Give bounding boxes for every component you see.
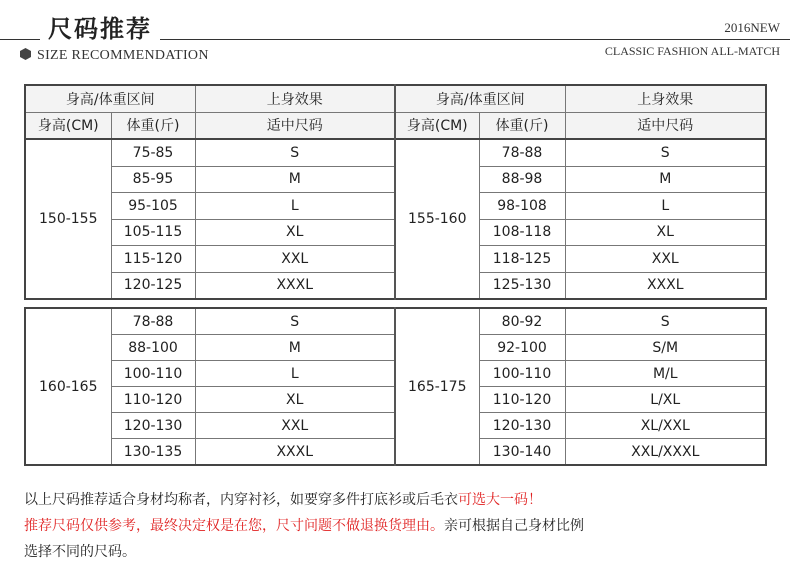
header-weight: 体重(斤): [111, 112, 195, 139]
note-highlight: 推荐尺码仅供参考，最终决定权是在您，尺寸问题不做退换货理由。: [24, 518, 444, 534]
size-cell: XXL: [195, 413, 395, 439]
table-row: [25, 139, 766, 166]
table-row: [25, 308, 766, 335]
size-cell: S: [195, 308, 395, 335]
weight-cell: 100-110: [479, 361, 565, 387]
size-cell: XXL: [565, 246, 766, 273]
size-cell: XXXL: [565, 272, 766, 299]
note-text: 亲可根据自己身材比例: [444, 518, 584, 534]
weight-cell: 98-108: [479, 193, 565, 220]
size-cell: M: [195, 335, 395, 361]
size-cell: XL: [565, 219, 766, 246]
weight-cell: 78-88: [479, 139, 565, 166]
weight-cell: 130-135: [111, 439, 195, 466]
size-cell: M/L: [565, 361, 766, 387]
height-range-cell: 160-165: [25, 308, 111, 465]
size-cell: L: [195, 193, 395, 220]
size-cell: L/XL: [565, 387, 766, 413]
size-cell: XL: [195, 387, 395, 413]
header-effect: 上身效果: [195, 85, 395, 112]
year-label: 2016NEW: [724, 20, 780, 35]
note-text: 以上尺码推荐适合身材均称者，内穿衬衫，如要穿多件打底衫或后毛衣: [24, 492, 458, 508]
weight-cell: 110-120: [479, 387, 565, 413]
weight-cell: 95-105: [111, 193, 195, 220]
subtitle: [20, 47, 209, 66]
weight-cell: 120-130: [479, 413, 565, 439]
weight-cell: 80-92: [479, 308, 565, 335]
note-line-1: [24, 487, 764, 513]
header-size: 适中尺码: [195, 112, 395, 139]
weight-cell: 108-118: [479, 219, 565, 246]
weight-cell: 110-120: [111, 387, 195, 413]
height-range-cell: 165-175: [395, 308, 479, 465]
weight-cell: 92-100: [479, 335, 565, 361]
weight-cell: 118-125: [479, 246, 565, 273]
tagline: CLASSIC FASHION ALL-MATCH: [604, 44, 780, 58]
weight-cell: 130-140: [479, 439, 565, 466]
header-effect: 上身效果: [565, 85, 766, 112]
height-range-cell: 150-155: [25, 139, 111, 299]
note-line-3: [24, 539, 764, 565]
weight-cell: 88-98: [479, 166, 565, 193]
weight-cell: 78-88: [111, 308, 195, 335]
weight-cell: 100-110: [111, 361, 195, 387]
size-cell: M: [565, 166, 766, 193]
weight-cell: 120-130: [111, 413, 195, 439]
header-height: 身高(CM): [395, 112, 479, 139]
weight-cell: 85-95: [111, 166, 195, 193]
hexagon-icon: [20, 48, 31, 66]
header-weight: 体重(斤): [479, 112, 565, 139]
weight-cell: 105-115: [111, 219, 195, 246]
page-title: 尺码推荐: [40, 14, 160, 44]
size-cell: XXL/XXXL: [565, 439, 766, 466]
header-range: 身高/体重区间: [25, 85, 195, 112]
size-cell: XXL: [195, 246, 395, 273]
size-notes: [24, 487, 764, 565]
size-cell: S: [565, 308, 766, 335]
size-cell: S/M: [565, 335, 766, 361]
size-cell: XXXL: [195, 272, 395, 299]
subtitle-text: SIZE RECOMMENDATION: [37, 48, 209, 63]
size-table-2: [24, 307, 765, 466]
header-range: 身高/体重区间: [395, 85, 565, 112]
note-highlight: 可选大一码！: [458, 492, 542, 508]
size-table-1: [24, 84, 765, 300]
size-cell: M: [195, 166, 395, 193]
header-size: 适中尺码: [565, 112, 766, 139]
size-cell: XL: [195, 219, 395, 246]
weight-cell: 88-100: [111, 335, 195, 361]
size-cell: XL/XXL: [565, 413, 766, 439]
weight-cell: 115-120: [111, 246, 195, 273]
size-cell: XXXL: [195, 439, 395, 466]
weight-cell: 120-125: [111, 272, 195, 299]
note-text: 选择不同的尺码。: [24, 544, 136, 560]
header-height: 身高(CM): [25, 112, 111, 139]
size-cell: L: [195, 361, 395, 387]
note-line-2: [24, 513, 764, 539]
size-cell: S: [195, 139, 395, 166]
weight-cell: 125-130: [479, 272, 565, 299]
height-range-cell: 155-160: [395, 139, 479, 299]
size-cell: S: [565, 139, 766, 166]
size-cell: L: [565, 193, 766, 220]
weight-cell: 75-85: [111, 139, 195, 166]
